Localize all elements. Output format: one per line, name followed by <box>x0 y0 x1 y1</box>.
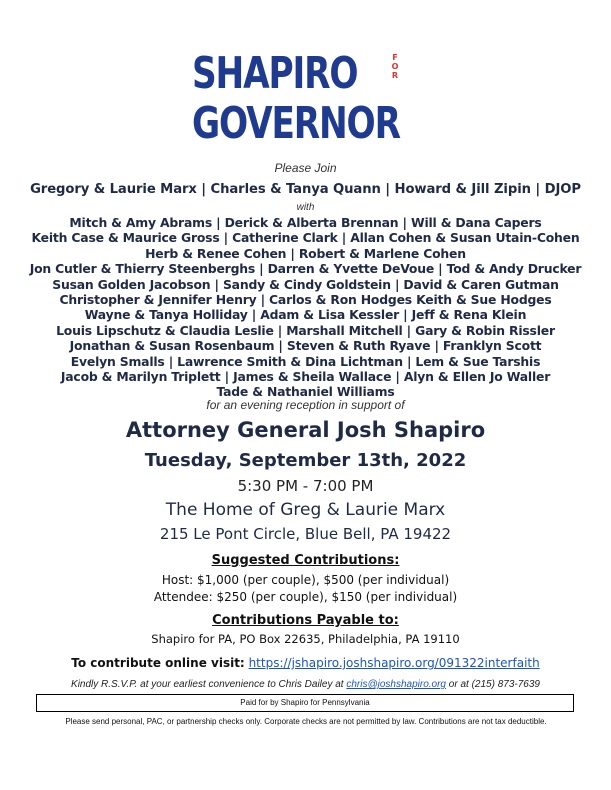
host-line: Christopher & Jennifer Henry | Carlos & Ron Hodges Keith & Sue Hodges <box>59 292 552 308</box>
disclaimer: Please send personal, PAC, or partnership checks only. Corporate checks are not permitted by law. Contributions are not tax deductible. <box>65 717 547 726</box>
contribution-link[interactable]: https://jshapiro.joshshapiro.org/091322interfaith <box>248 656 540 670</box>
logo-line-governor: GOVERNOR <box>192 98 400 149</box>
event-venue: The Home of Greg & Laurie Marx <box>165 500 446 520</box>
with-text: with <box>296 202 315 213</box>
host-line: Louis Lipschutz & Claudia Leslie | Marshall Mitchell | Gary & Robin Rissler <box>56 322 555 338</box>
please-join: Please Join <box>274 161 337 175</box>
primary-hosts: Gregory & Laurie Marx | Charles & Tanya Quann | Howard & Jill Zipin | DJOP <box>30 182 581 197</box>
host-committee-list <box>0 215 611 400</box>
host-line: Jonathan & Susan Rosenbaum | Steven & Ruth Ryave | Franklyn Scott <box>69 338 542 354</box>
rsvp-suffix: or at (215) 873-7639 <box>446 679 540 690</box>
payable-address: Shapiro for PA, PO Box 22635, Philadelphia, PA 19110 <box>151 632 460 646</box>
rsvp-line <box>0 679 611 690</box>
event-date: Tuesday, September 13th, 2022 <box>144 450 467 471</box>
online-label: To contribute online visit: <box>71 656 245 670</box>
host-line: Keith Case & Maurice Gross | Catherine Clark | Allan Cohen & Susan Utain-Cohen <box>31 230 580 246</box>
attendee-contribution: Attendee: $250 (per couple), $150 (per individual) <box>153 590 458 604</box>
event-time: 5:30 PM - 7:00 PM <box>237 477 374 495</box>
campaign-logo <box>192 48 422 152</box>
logo-for: F O R <box>391 53 399 80</box>
host-line: Susan Golden Jacobson | Sandy & Cindy Goldstein | David & Caren Gutman <box>52 276 559 292</box>
honoree-name: Attorney General Josh Shapiro <box>125 418 486 442</box>
host-line: Jon Cutler & Thierry Steenberghs | Darren & Yvette DeVoue | Tod & Andy Drucker <box>29 261 582 277</box>
host-line: Jacob & Marilyn Triplett | James & Sheila Wallace | Alyn & Ellen Jo Waller <box>60 369 551 385</box>
evening-reception-text: for an evening reception in support of <box>206 398 405 412</box>
host-line: Herb & Renee Cohen | Robert & Marlene Cohen <box>145 245 466 261</box>
event-address: 215 Le Pont Circle, Blue Bell, PA 19422 <box>159 525 452 543</box>
online-contribution <box>0 656 611 670</box>
rsvp-email-link[interactable]: chris@joshshapiro.org <box>346 679 446 690</box>
host-line: Mitch & Amy Abrams | Derick & Alberta Brennan | Will & Dana Capers <box>69 215 542 230</box>
host-line: Wayne & Tanya Holliday | Adam & Lisa Kessler | Jeff & Rena Klein <box>84 307 527 323</box>
payable-heading: Contributions Payable to: <box>212 613 399 628</box>
paid-for-box: Paid for by Shapiro for Pennsylvania <box>36 694 574 712</box>
host-line: Tade & Nathaniel Williams <box>216 384 395 400</box>
logo-line-shapiro: SHAPIRO <box>192 48 358 99</box>
host-line: Evelyn Smalls | Lawrence Smith & Dina Lichtman | Lem & Sue Tarshis <box>70 353 541 369</box>
host-contribution: Host: $1,000 (per couple), $500 (per individual) <box>161 573 450 587</box>
suggested-contributions-heading: Suggested Contributions: <box>211 553 400 568</box>
rsvp-prefix: Kindly R.S.V.P. at your earliest convenience to Chris Dailey at <box>71 679 347 690</box>
